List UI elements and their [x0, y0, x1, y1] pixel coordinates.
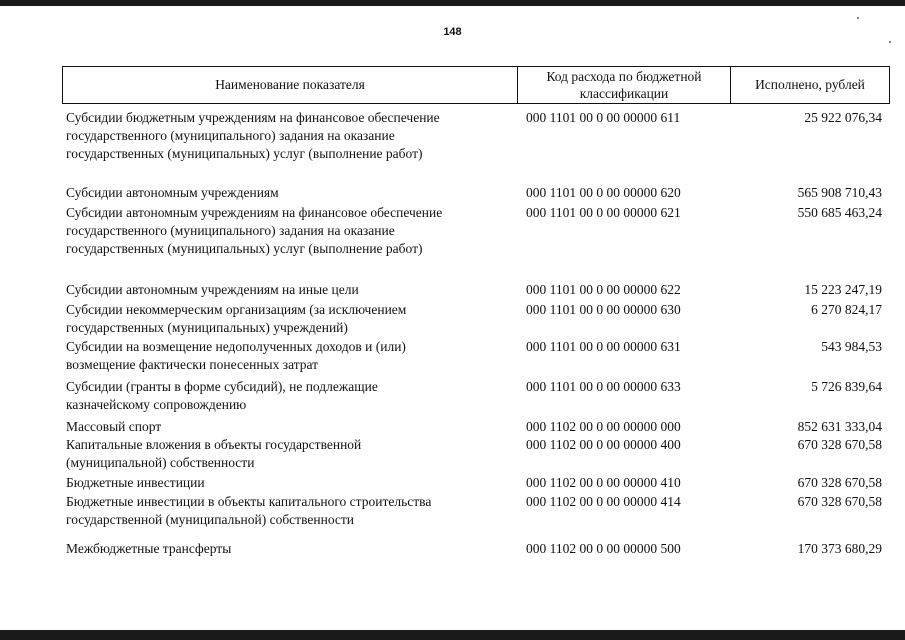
row-name-line: Субсидии (гранты в форме субсидий), не подлежащие [66, 379, 378, 394]
column-header-code-line: Код расхода по бюджетной [546, 69, 702, 84]
row-name [66, 540, 516, 558]
row-code: 000 1102 00 0 00 00000 000 [526, 419, 681, 434]
row-amount: 565 908 710,43 [797, 185, 882, 200]
row-code: 000 1102 00 0 00 00000 410 [526, 475, 681, 490]
row-amount: 5 726 839,64 [811, 379, 882, 394]
row-amount: 543 984,53 [821, 339, 882, 354]
row-amount: 6 270 824,17 [811, 302, 882, 317]
column-header-code [518, 67, 731, 103]
row-amount: 670 328 670,58 [797, 437, 882, 452]
row-code: 000 1101 00 0 00 00000 620 [526, 185, 681, 200]
row-code: 000 1102 00 0 00 00000 400 [526, 437, 681, 452]
column-header-amount-label: Исполнено, рублей [755, 77, 865, 92]
row-name-line: Субсидии бюджетным учреждениям на финансовое обеспечение [66, 110, 440, 125]
row-name-line: Массовый спорт [66, 419, 162, 434]
row-amount: 670 328 670,58 [797, 494, 882, 509]
row-amount: 852 631 333,04 [797, 419, 882, 434]
row-code: 000 1101 00 0 00 00000 630 [526, 302, 681, 317]
row-name-line: государственной (муниципальной) собственности [66, 512, 355, 527]
row-code: 000 1101 00 0 00 00000 633 [526, 379, 681, 394]
row-name [66, 204, 516, 258]
column-header-amount [731, 67, 889, 103]
row-name-line: государственных (муниципальных) учреждений) [66, 320, 348, 335]
row-name [66, 301, 516, 337]
row-name [66, 493, 516, 529]
row-name [66, 436, 516, 472]
row-code: 000 1101 00 0 00 00000 621 [526, 205, 681, 220]
row-name-line: Бюджетные инвестиции [66, 475, 205, 490]
row-name-line: Межбюджетные трансферты [66, 541, 232, 556]
column-header-name [63, 67, 518, 103]
row-name [66, 184, 516, 202]
row-name-line: Капитальные вложения в объекты государственной [66, 437, 362, 452]
row-name-line: государственных (муниципальных) услуг (выполнение работ) [66, 241, 423, 256]
row-name-line: возмещение фактически понесенных затрат [66, 357, 319, 372]
page-number: 148 [443, 26, 462, 38]
scan-speck [857, 17, 859, 19]
row-name [66, 338, 516, 374]
row-amount: 25 922 076,34 [804, 110, 882, 125]
row-code: 000 1102 00 0 00 00000 500 [526, 541, 681, 556]
row-name-line: Субсидии на возмещение недополученных доходов и (или) [66, 339, 406, 354]
row-amount: 15 223 247,19 [804, 282, 882, 297]
row-code: 000 1101 00 0 00 00000 631 [526, 339, 681, 354]
scan-speck [889, 41, 891, 43]
row-amount: 670 328 670,58 [797, 475, 882, 490]
scan-top-border [0, 0, 905, 6]
row-name-line: (муниципальной) собственности [66, 455, 255, 470]
row-name [66, 418, 516, 436]
row-name-line: государственных (муниципальных) услуг (выполнение работ) [66, 146, 423, 161]
row-name [66, 378, 516, 414]
row-name [66, 281, 516, 299]
row-code: 000 1102 00 0 00 00000 414 [526, 494, 681, 509]
row-amount: 550 685 463,24 [797, 205, 882, 220]
scan-bottom-border [0, 630, 905, 640]
row-name-line: казначейскому сопровождению [66, 397, 247, 412]
row-name-line: Субсидии автономным учреждениям [66, 185, 279, 200]
table-header [62, 66, 890, 104]
row-name [66, 109, 516, 163]
row-name-line: Субсидии некоммерческим организациям (за исключением [66, 302, 407, 317]
row-name-line: Субсидии автономным учреждениям на финансовое обеспечение [66, 205, 443, 220]
row-name-line: государственного (муниципального) задания на оказание [66, 128, 395, 143]
row-name-line: государственного (муниципального) задания на оказание [66, 223, 395, 238]
row-code: 000 1101 00 0 00 00000 622 [526, 282, 681, 297]
row-code: 000 1101 00 0 00 00000 611 [526, 110, 681, 125]
row-amount: 170 373 680,29 [797, 541, 882, 556]
row-name-line: Бюджетные инвестиции в объекты капитального строительства [66, 494, 432, 509]
row-name-line: Субсидии автономным учреждениям на иные цели [66, 282, 359, 297]
row-name [66, 474, 516, 492]
column-header-code-line: классификации [579, 86, 669, 101]
column-header-name-label: Наименование показателя [215, 77, 365, 92]
